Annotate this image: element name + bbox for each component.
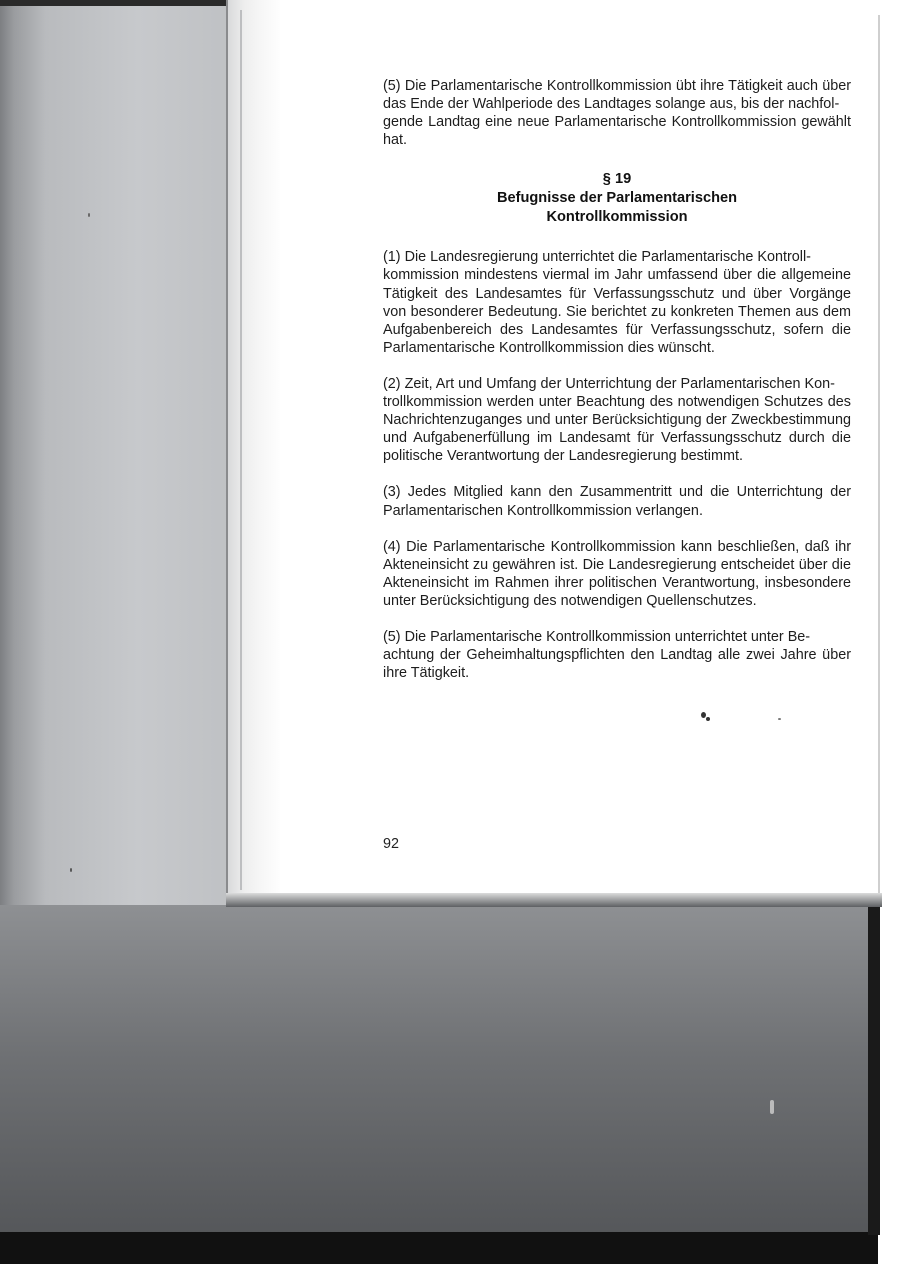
paragraph-2: (2) Zeit, Art und Umfang der Unterrichtung der Parlamentarischen Kon- trollkommission werden unter Beachtung des notwendigen Schutzes des Nachrichtenzuganges und unter Berücksichtigung der Zweckbestimmung und Aufgabenerfüllung im Landesamt für Verfassungsschutz durch die politische Verantwortung der Landesregierung bestimmt.	[383, 375, 851, 465]
book-page-stack	[226, 0, 282, 905]
page-right-edge	[878, 15, 880, 905]
section-heading	[383, 170, 851, 227]
section-number: § 19	[602, 171, 632, 188]
scan-bottom-edge	[0, 1232, 900, 1264]
scan-speck	[770, 1100, 774, 1114]
scan-right-margin	[878, 0, 900, 1264]
book-bottom-shadow	[226, 893, 882, 907]
scan-speck	[778, 718, 781, 720]
section-title-line-2: Kontrollkommission	[546, 209, 688, 226]
page-number: 92	[383, 836, 400, 852]
intro-paragraph: (5) Die Parlamentarische Kontrollkommission übt ihre Tätigkeit auch über das Ende der Wahlperiode des Landtages solange aus, bis der nachfol- gende Landtag eine neue Parlamentarische Kontrollkommission gewählt hat.	[383, 78, 851, 149]
scan-speck	[70, 868, 72, 872]
paragraph-gap	[383, 465, 851, 483]
scan-speck	[88, 213, 90, 217]
paragraph-4: (4) Die Parlamentarische Kontrollkommission kann beschließen, daß ihr Akteneinsicht zu gewähren ist. Die Landesregierung entscheidet über die Akteneinsicht im Rahmen ihrer politischen Verantwortung, insbesondere unter Berücksichtigung des notwendigen Quellenschutzes.	[383, 538, 851, 609]
page-stack-edge-line	[240, 10, 242, 890]
scan-speck	[706, 717, 710, 721]
section-title-line-1: Befugnisse der Parlamentarischen	[496, 190, 738, 207]
book-right-shadow	[868, 905, 880, 1235]
paragraph-gap	[383, 610, 851, 628]
document-text	[383, 77, 851, 682]
scanner-background-bottom	[0, 905, 900, 1235]
paragraph-1: (1) Die Landesregierung unterrichtet die Parlamentarische Kontroll- kommission mindestens viermal im Jahr umfassend über die allgemeine Tätigkeit des Landesamtes für Verfassungsschutz und über Vorgänge von besonderer Bedeutung. Sie berichtet zu konkreten Themen aus dem Aufgabenbereich des Landesamtes für Verfassungsschutz, sofern die Parlamentarische Kontrollkommission dies wünscht.	[383, 249, 851, 356]
paragraph-5: (5) Die Parlamentarische Kontrollkommission unterrichtet unter Be- achtung der Geheimhaltungspflichten den Landtag alle zwei Jahre über ihre Tätigkeit.	[383, 628, 851, 682]
paragraph-gap	[383, 520, 851, 538]
paragraph-3: (3) Jedes Mitglied kann den Zusammentritt und die Unterrichtung der Parlamentarischen Kontrollkommission verlangen.	[383, 484, 851, 519]
paragraph-gap	[383, 357, 851, 375]
